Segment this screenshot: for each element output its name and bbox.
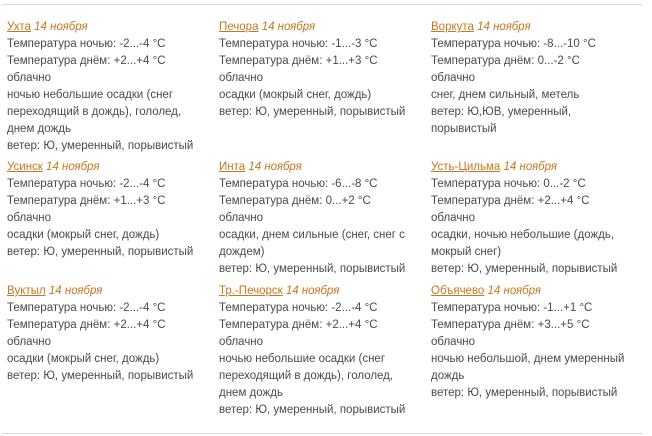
city-forecast <box>219 283 431 433</box>
city-header <box>219 159 423 176</box>
city-link[interactable]: Тр.-Печорск <box>219 285 283 297</box>
city-link[interactable]: Инта <box>219 161 246 173</box>
city-link[interactable]: Вуктыл <box>7 285 46 297</box>
precipitation: осадки, днем сильные (снег, снег с дождем) <box>219 229 405 258</box>
day-temperature: Температура днём: +1...+3 °C <box>219 55 378 67</box>
city-link[interactable]: Объячево <box>431 285 485 297</box>
day-temperature: Температура днём: +3...+5 °C <box>431 319 590 331</box>
sky-condition: облачно <box>7 72 52 84</box>
city-forecast <box>431 159 643 283</box>
forecast-date: 14 ноября <box>248 161 302 173</box>
city-forecast <box>431 19 643 159</box>
day-temperature: Температура днём: +2...+4 °C <box>7 55 166 67</box>
wind: ветер: Ю, умеренный, порывистый <box>431 263 618 275</box>
forecast-date: 14 ноября <box>477 21 531 33</box>
city-forecast <box>219 159 431 283</box>
night-temperature: Температура ночью: 0...-2 °C <box>431 178 586 190</box>
city-header <box>7 159 211 176</box>
forecast-date: 14 ноября <box>487 285 542 297</box>
night-temperature: Температура ночью: -6...-8 °C <box>219 178 378 190</box>
precipitation: ночью небольшие осадки (снег переходящий в дождь), гололед, днем дождь <box>7 89 182 135</box>
night-temperature: Температура ночью: -2...-4 °C <box>219 302 378 314</box>
wind: ветер: Ю,ЮВ, умеренный, порывистый <box>431 106 572 135</box>
sky-condition: облачно <box>431 336 476 348</box>
precipitation: осадки, ночью небольшие (дождь, мокрый снег) <box>431 229 615 258</box>
precipitation: осадки (мокрый снег, дождь) <box>7 353 160 365</box>
city-forecast <box>7 159 219 283</box>
day-temperature: Температура днём: +2...+4 °C <box>7 319 166 331</box>
sky-condition: облачно <box>7 212 52 224</box>
city-link[interactable]: Воркута <box>431 21 474 33</box>
sky-condition: облачно <box>219 72 264 84</box>
forecast-date: 14 ноября <box>48 285 103 297</box>
sky-condition: облачно <box>431 212 476 224</box>
forecast-date: 14 ноября <box>46 161 100 173</box>
wind: ветер: Ю, умеренный, порывистый <box>219 404 406 416</box>
city-header <box>7 283 211 300</box>
night-temperature: Температура ночью: -1...+1 °C <box>431 302 593 314</box>
precipitation: осадки (мокрый снег, дождь) <box>7 229 160 241</box>
sky-condition: облачно <box>219 336 264 348</box>
city-forecast <box>219 19 431 159</box>
sky-condition: облачно <box>7 336 52 348</box>
city-link[interactable]: Усть-Цильма <box>431 161 501 173</box>
day-temperature: Температура днём: 0...+2 °C <box>219 195 371 207</box>
wind: ветер: Ю, умеренный, порывистый <box>7 140 194 152</box>
wind: ветер: Ю, умеренный, порывистый <box>219 106 406 118</box>
city-forecast <box>7 19 219 159</box>
top-divider <box>2 4 642 5</box>
precipitation: ночью небольшие осадки (снег переходящий в дождь), гололед, днем дождь <box>219 353 394 399</box>
city-link[interactable]: Ухта <box>7 21 31 33</box>
day-temperature: Температура днём: +1...+3 °C <box>7 195 166 207</box>
night-temperature: Температура ночью: -2...-4 °C <box>7 302 166 314</box>
forecast-date: 14 ноября <box>261 21 316 33</box>
wind: ветер: Ю, умеренный, порывистый <box>431 387 618 399</box>
wind: ветер: Ю, умеренный, порывистый <box>219 263 406 275</box>
night-temperature: Температура ночью: -2...-4 °C <box>7 178 166 190</box>
precipitation: ночью небольшой, днем умеренный дождь <box>431 353 625 382</box>
city-link[interactable]: Усинск <box>7 161 43 173</box>
sky-condition: облачно <box>219 212 264 224</box>
day-temperature: Температура днём: +2...+4 °C <box>219 319 378 331</box>
sky-condition: облачно <box>431 72 476 84</box>
night-temperature: Температура ночью: -8...-10 °C <box>431 38 596 50</box>
forecast-grid <box>7 19 643 433</box>
wind: ветер: Ю, умеренный, порывистый <box>7 370 194 382</box>
city-header <box>431 19 635 36</box>
wind: ветер: Ю, умеренный, порывистый <box>7 246 194 258</box>
city-link[interactable]: Печора <box>219 21 259 33</box>
city-header <box>7 19 211 36</box>
bottom-divider <box>2 433 642 434</box>
day-temperature: Температура днём: +2...+4 °C <box>431 195 590 207</box>
forecast-date: 14 ноября <box>34 21 88 33</box>
day-temperature: Температура днём: 0...-2 °C <box>431 55 580 67</box>
forecast-date: 14 ноября <box>503 161 557 173</box>
city-forecast <box>431 283 643 433</box>
precipitation: снег, днем сильный, метель <box>431 89 580 101</box>
forecast-date: 14 ноября <box>285 285 340 297</box>
city-forecast <box>7 283 219 433</box>
city-header <box>431 283 635 300</box>
city-header <box>219 19 423 36</box>
night-temperature: Температура ночью: -2...-4 °C <box>7 38 166 50</box>
city-header <box>431 159 635 176</box>
night-temperature: Температура ночью: -1...-3 °C <box>219 38 378 50</box>
city-header <box>219 283 423 300</box>
precipitation: осадки (мокрый снег, дождь) <box>219 89 372 101</box>
